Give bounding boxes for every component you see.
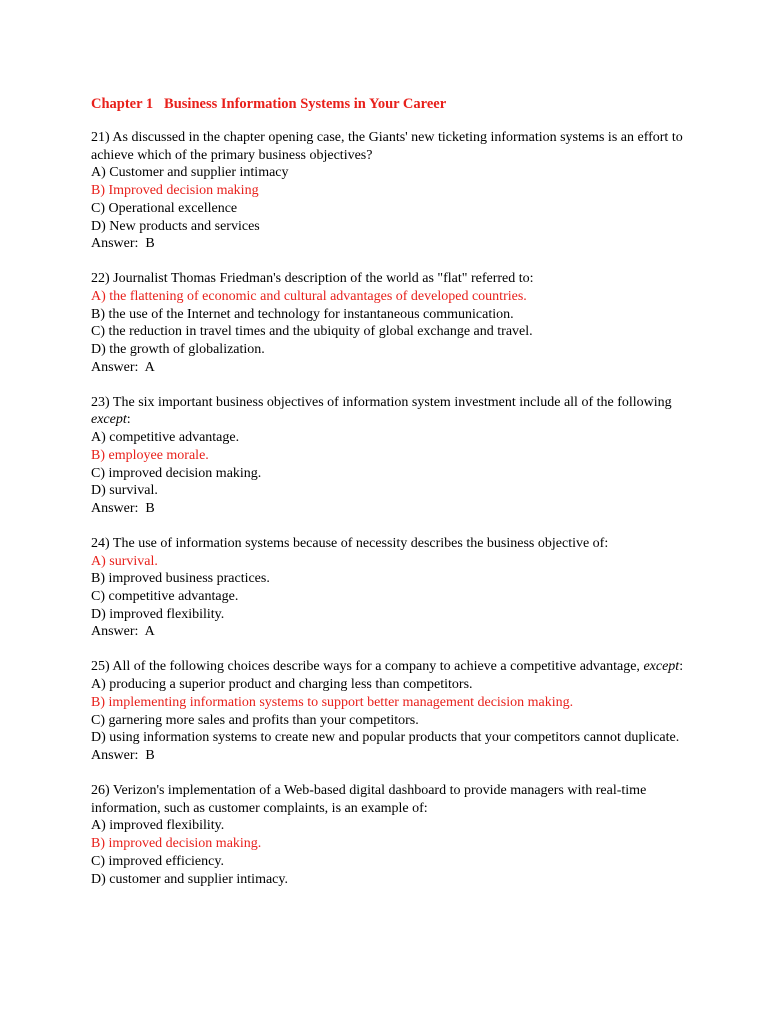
option: D) the growth of globalization. [91, 342, 265, 358]
option: A) producing a superior product and charging less than competitors. [91, 677, 473, 693]
option: D) using information systems to create new and popular products that your competitors cannot duplicate. [91, 730, 680, 746]
option-correct: B) employee morale. [91, 447, 209, 463]
answer-line: Answer: B [91, 747, 155, 763]
option: B) improved business practices. [91, 571, 270, 587]
question-text-end: : [679, 659, 684, 675]
question-text: As discussed in the chapter opening case, the Giants' new ticketing information systems is an effort to achieve which of the primary business objectives? [91, 130, 683, 163]
option-list [91, 676, 708, 747]
question-stem [91, 270, 708, 288]
question-text: The use of information systems because of necessity describes the business objective of: [112, 535, 609, 551]
question-number: 25) [91, 659, 110, 675]
answer-line: Answer: B [91, 236, 155, 252]
option-list [91, 429, 708, 500]
question-stem [91, 129, 708, 164]
question-text: All of the following choices describe ways for a company to achieve a competitive advantage, [112, 659, 644, 675]
question-number: 26) [91, 782, 110, 798]
question-text-end: : [126, 412, 131, 428]
option-correct: B) Improved decision making [91, 183, 259, 199]
question-block [91, 535, 708, 641]
question-text: Journalist Thomas Friedman's description of the world as "flat" referred to: [113, 271, 534, 287]
question-block [91, 394, 708, 518]
question-stem [91, 782, 708, 817]
question-number: 21) [91, 130, 110, 145]
question-block [91, 782, 708, 888]
answer-line: Answer: A [91, 359, 155, 375]
option-correct: B) improved decision making. [91, 836, 262, 852]
option: A) competitive advantage. [91, 430, 240, 446]
question-number: 24) [91, 535, 110, 551]
answer-line: Answer: A [91, 624, 155, 640]
option: A) Customer and supplier intimacy [91, 165, 289, 181]
question-list [91, 129, 708, 888]
question-number: 22) [91, 271, 110, 287]
question-emphasis: except [91, 412, 127, 428]
option-list [91, 817, 708, 888]
question-block [91, 129, 708, 253]
question-block [91, 658, 708, 764]
chapter-title: Chapter 1 Business Information Systems in Your Career [91, 96, 447, 112]
option: C) competitive advantage. [91, 589, 239, 605]
option: C) improved decision making. [91, 465, 262, 481]
option-list [91, 288, 708, 359]
option-correct: A) survival. [91, 553, 158, 569]
option: C) improved efficiency. [91, 853, 224, 869]
question-text: Verizon's implementation of a Web-based digital dashboard to provide managers with real-time information, such as customer complaints, is an example of: [91, 782, 647, 816]
question-number: 23) [91, 394, 110, 410]
option-correct: A) the flattening of economic and cultural advantages of developed countries. [91, 288, 527, 304]
option: D) survival. [91, 483, 158, 499]
option: D) New products and services [91, 218, 260, 234]
option: D) improved flexibility. [91, 606, 225, 622]
option: D) customer and supplier intimacy. [91, 871, 288, 887]
option-list [91, 164, 708, 235]
answer-line: Answer: B [91, 500, 155, 516]
option: C) Operational excellence [91, 200, 238, 216]
option: B) the use of the Internet and technology for instantaneous communication. [91, 306, 514, 322]
question-stem [91, 658, 708, 676]
option-correct: B) implementing information systems to support better management decision making. [91, 694, 574, 710]
question-emphasis: except [643, 659, 680, 675]
option: C) the reduction in travel times and the ubiquity of global exchange and travel. [91, 324, 533, 340]
option: A) improved flexibility. [91, 818, 225, 834]
question-block [91, 270, 708, 376]
question-text: The six important business objectives of information system investment include all of the following [112, 394, 672, 410]
option-list [91, 553, 708, 624]
question-stem [91, 535, 708, 553]
question-stem [91, 394, 708, 429]
option: C) garnering more sales and profits than your competitors. [91, 712, 419, 728]
